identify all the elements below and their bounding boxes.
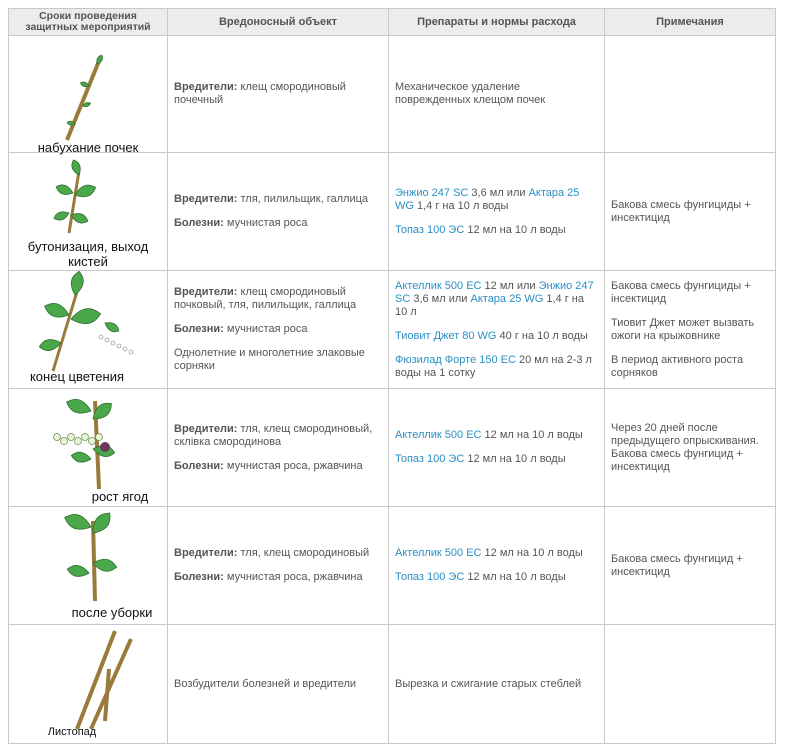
pest-entry: [174, 217, 382, 230]
dosage-text: 12 мл на 10 л воды: [464, 571, 566, 583]
dosage-text: 12 мл на 10 л воды: [464, 223, 566, 236]
stage-cell: [9, 389, 168, 507]
product-link[interactable]: Тиовит Джет 80 WG: [395, 329, 497, 342]
pest-text: тля, клещ смородиновый, склівка смородинова: [174, 422, 373, 448]
table-row: [9, 36, 776, 153]
product-link[interactable]: Энжио 247 SC: [395, 186, 469, 199]
plant-illustration-icon: [9, 36, 168, 152]
table-row: [9, 389, 776, 507]
pest-category-label: Вредители:: [174, 547, 238, 559]
dosage-text: 40 г на 10 л воды: [496, 329, 588, 342]
product-link[interactable]: Топаз 100 ЭС: [395, 571, 465, 583]
pest-category-label: Вредители:: [174, 286, 238, 298]
dosage-text: 3,6 мл или: [410, 292, 471, 305]
dosage-text: 20 мл на 2-3 л воды на 1 сотку: [395, 353, 592, 379]
notes-cell: [605, 153, 776, 271]
pest-text: тля, клещ смородиновый: [237, 547, 370, 559]
dosage-text: 12 мл или: [481, 279, 539, 292]
product-entry: [395, 571, 598, 584]
product-entry: [395, 429, 598, 442]
product-entry: [395, 354, 598, 380]
products-cell: [389, 625, 605, 744]
pest-category-label: Болезни:: [174, 217, 224, 229]
notes-cell: [605, 389, 776, 507]
table-row: [9, 625, 776, 744]
pest-cell: [168, 625, 389, 744]
pest-category-label: Болезни:: [174, 571, 224, 583]
pest-entry: [174, 286, 382, 312]
product-link[interactable]: Актеллик 500 ЕС: [395, 547, 482, 559]
stage-cell: [9, 507, 168, 625]
table-row: [9, 271, 776, 389]
stage-cell: [9, 36, 168, 153]
dosage-text: Механическое удаление поврежденных клещом почек: [395, 81, 546, 106]
note-text: Через 20 дней после предыдущего опрыскивания. Бакова смесь фунгицид + инсектицид: [611, 421, 759, 473]
product-entry: [395, 330, 598, 343]
pest-entry: [174, 678, 382, 691]
pest-entry: [174, 423, 382, 449]
stage-label: конец цветения: [29, 369, 125, 384]
table-header-row: [9, 9, 776, 36]
pest-text: Возбудители болезней и вредители: [174, 677, 357, 690]
pest-entry: [174, 460, 382, 473]
pest-cell: [168, 507, 389, 625]
notes-cell: [605, 625, 776, 744]
dosage-text: 12 мл на 10 л воды: [481, 547, 583, 559]
note-text: Бакова смесь фунгициды + інсектицид: [611, 279, 751, 305]
product-link[interactable]: Актара 25 WG: [395, 186, 580, 212]
pest-entry: [174, 81, 382, 107]
notes-cell: [605, 36, 776, 153]
table-row: [9, 507, 776, 625]
pest-cell: [168, 271, 389, 389]
product-entry: [395, 187, 598, 213]
dosage-text: 12 мл на 10 л воды: [481, 429, 583, 441]
note-text: Бакова смесь фунгициды + инсектицид: [611, 198, 751, 224]
dosage-text: 1,4 г на 10 л воды: [413, 199, 509, 212]
pest-cell: [168, 36, 389, 153]
note-text: Бакова смесь фунгицид + инсектицид: [611, 552, 743, 578]
note-text: Тиовит Джет может вызвать ожоги на крыжовнике: [611, 316, 755, 342]
products-cell: [389, 153, 605, 271]
product-entry: [395, 224, 598, 237]
pest-category-label: Вредители:: [174, 81, 238, 93]
pest-text: мучнистая роса: [223, 323, 308, 335]
pest-entry: [174, 323, 382, 336]
pest-category-label: Болезни:: [174, 459, 224, 472]
header-products: Препараты и нормы расхода: [389, 9, 605, 36]
product-link[interactable]: Энжио 247 SC: [395, 279, 594, 305]
products-cell: [389, 389, 605, 507]
product-link[interactable]: Топаз 100 ЭС: [395, 453, 465, 465]
protection-schedule-table: [8, 8, 776, 744]
stage-label: рост ягод: [91, 489, 149, 504]
notes-cell: [605, 507, 776, 625]
stage-cell: [9, 625, 168, 744]
pest-text: тля, пилильщик, галлица: [237, 193, 369, 205]
product-link[interactable]: Актеллик 500 ЕС: [395, 279, 482, 292]
pest-category-label: Вредители:: [174, 422, 238, 435]
products-cell: [389, 271, 605, 389]
stage-label: Листопад: [47, 726, 97, 738]
pest-category-label: Вредители:: [174, 193, 238, 205]
pest-text: мучнистая роса: [223, 217, 308, 229]
stage-label: набухание почек: [37, 140, 139, 155]
pest-text: Однолетние и многолетние злаковые сорняки: [174, 347, 365, 372]
header-notes: Примечания: [605, 9, 776, 36]
pest-entry: [174, 347, 382, 373]
dosage-text: Вырезка и сжигание старых стеблей: [395, 677, 582, 690]
stage-label: бутонизация, выход кистей: [27, 239, 149, 269]
product-link[interactable]: Топаз 100 ЭС: [395, 223, 465, 236]
product-entry: [395, 678, 598, 691]
pest-cell: [168, 389, 389, 507]
stage-cell: [9, 153, 168, 271]
pest-cell: [168, 153, 389, 271]
products-cell: [389, 507, 605, 625]
note-text: В период активного роста сорняков: [611, 353, 744, 379]
pest-entry: [174, 547, 382, 560]
pest-category-label: Болезни:: [174, 323, 224, 335]
notes-cell: [605, 271, 776, 389]
product-entry: [395, 453, 598, 466]
product-link[interactable]: Актара 25 WG: [470, 292, 544, 305]
products-cell: [389, 36, 605, 153]
pest-text: мучнистая роса, ржавчина: [223, 459, 363, 472]
product-link[interactable]: Актеллик 500 ЕС: [395, 429, 482, 441]
header-pest: Вредоносный объект: [168, 9, 389, 36]
dosage-text: 3,6 мл или: [468, 186, 529, 199]
pest-entry: [174, 193, 382, 206]
product-entry: [395, 280, 598, 319]
dosage-text: 12 мл на 10 л воды: [464, 453, 566, 465]
dosage-text: 1,4 г на 10 л: [395, 292, 584, 318]
table-row: [9, 153, 776, 271]
stage-label: после уборки: [71, 605, 153, 620]
pest-text: мучнистая роса, ржавчина: [223, 571, 363, 583]
product-link[interactable]: Фюзилад Форте 150 ЕС: [395, 353, 516, 366]
pest-text: клещ смородиновый почечный: [174, 81, 346, 106]
header-timing: Сроки проведения защитных мероприятий: [9, 9, 168, 36]
stage-cell: [9, 271, 168, 389]
product-entry: [395, 81, 598, 107]
pest-entry: [174, 571, 382, 584]
product-entry: [395, 547, 598, 560]
pest-text: клещ смородиновый почковый, тля, пилильщик, галлица: [174, 286, 357, 311]
